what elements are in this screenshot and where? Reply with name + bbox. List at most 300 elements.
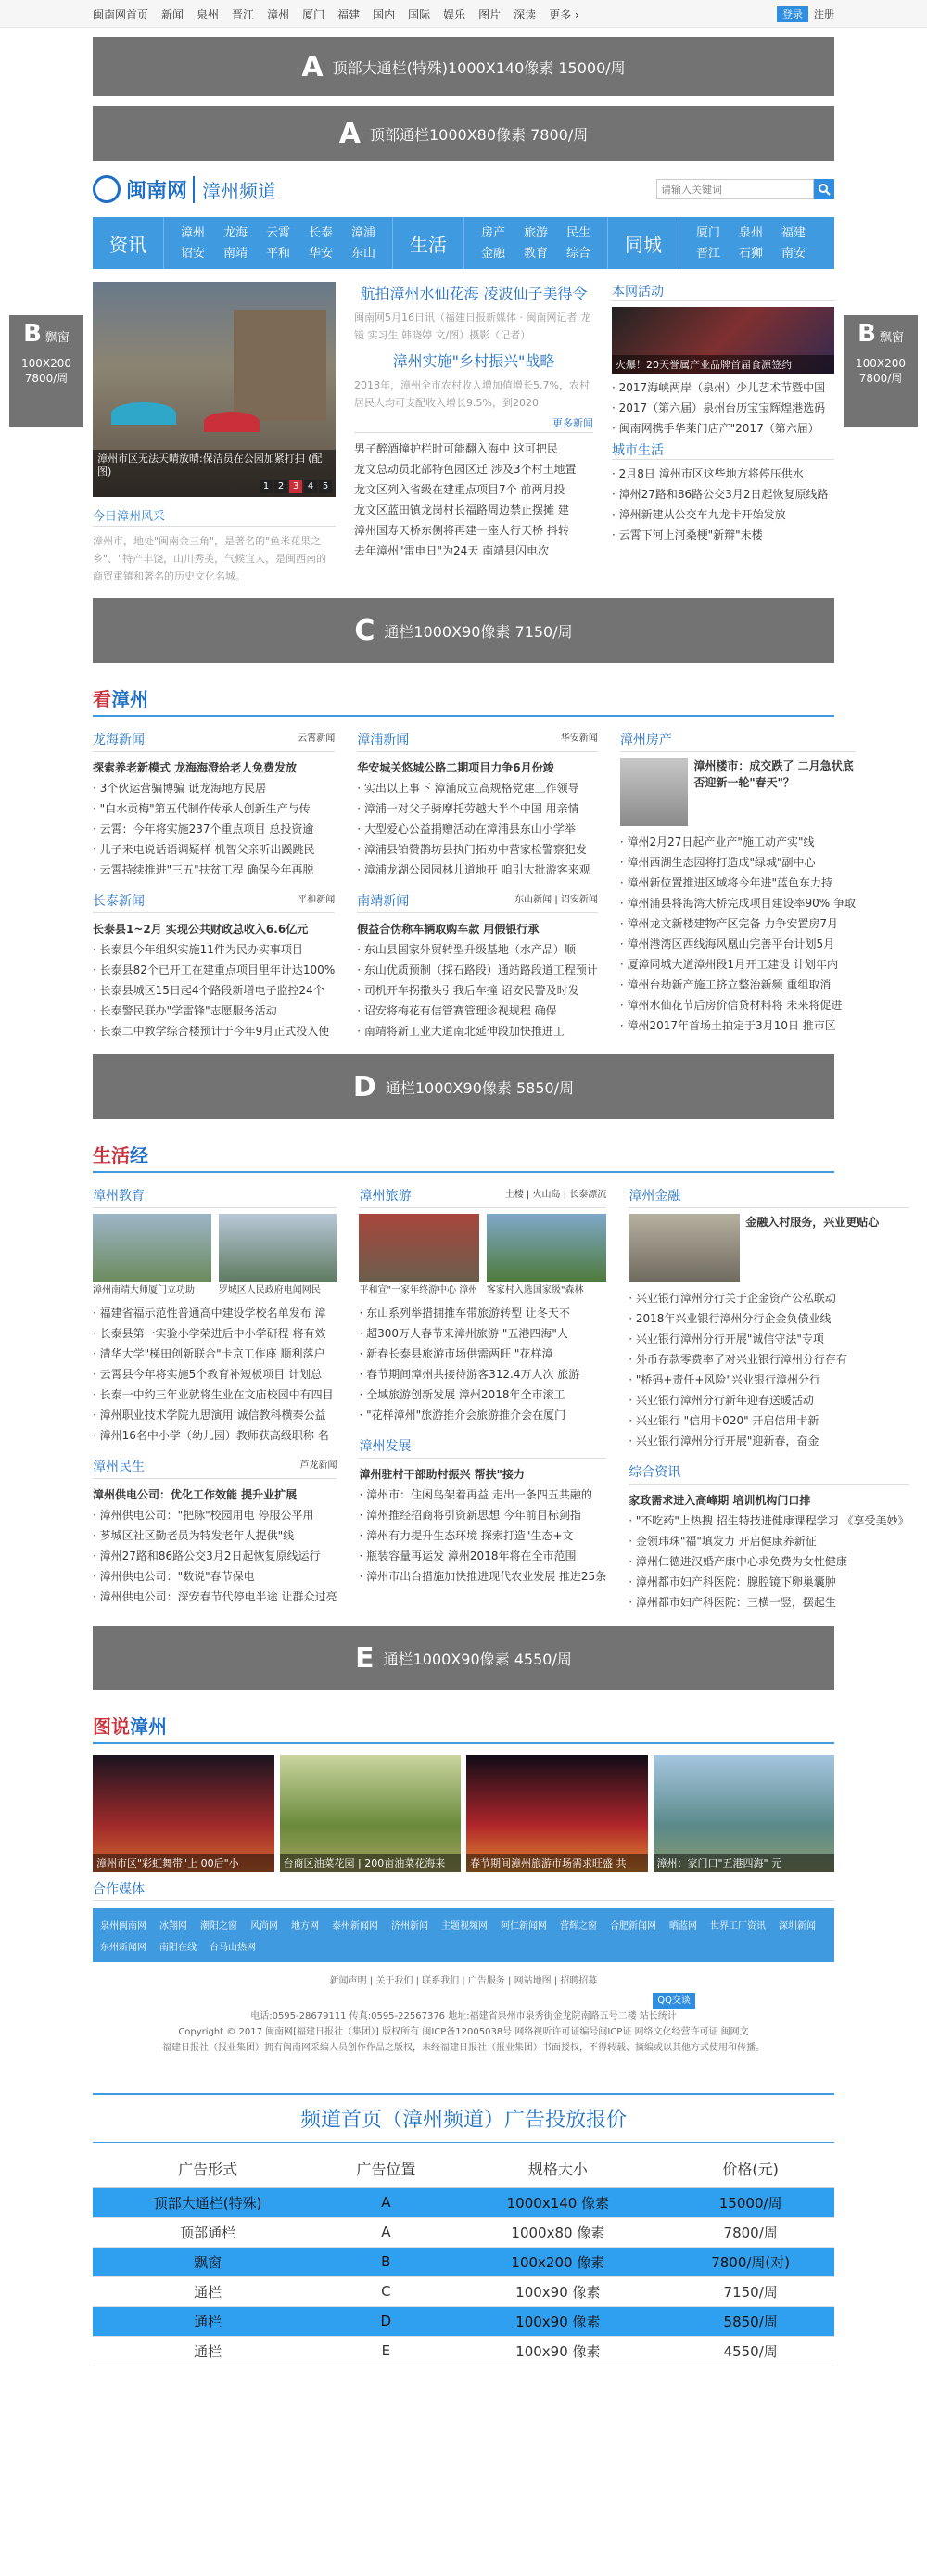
list-item[interactable]: · 长泰县城区15日起4个路段新增电子监控24个 <box>93 980 335 1001</box>
ad-size: 100X200 <box>20 357 72 370</box>
table-cell: E <box>323 2336 449 2366</box>
box-title[interactable]: 漳州发展 <box>359 1439 412 1454</box>
list-item[interactable]: · 新春长泰县旅游市场供需两旺 "花样漳 <box>359 1344 606 1364</box>
nav-item[interactable]: 教育 <box>523 247 548 261</box>
slide-dot[interactable]: 4 <box>304 480 317 493</box>
ad-d[interactable] <box>93 1054 834 1119</box>
nav-item[interactable]: 石狮 <box>738 247 763 261</box>
partner-link[interactable]: 世界工厂资讯 <box>710 1921 766 1932</box>
table-header: 广告形式 <box>93 2150 323 2187</box>
table-cell: A <box>323 2187 449 2217</box>
box-tag[interactable]: 云霄新闻 <box>298 733 336 744</box>
ad-text: 通栏1000X90像素 4550/周 <box>383 1650 572 1668</box>
list-item[interactable]: · 2017海峡两岸（泉州）少儿艺术节暨中国 <box>612 377 834 398</box>
table-cell: 顶部通栏 <box>93 2217 323 2247</box>
thumb-caption: 平和宣"一家年终游中心 漳州 <box>359 1285 478 1295</box>
box-title[interactable]: 漳州教育 <box>93 1189 145 1204</box>
list-item[interactable]: · 云霄持续推进"三五"扶贫工程 确保今年再脱 <box>93 860 335 880</box>
price-table-title: 频道首页（漳州频道）广告投放报价 <box>93 2093 834 2143</box>
table-row <box>93 2247 834 2276</box>
activity-caption: 火爆！20天誉属产业品牌首届食源签约 <box>612 355 834 374</box>
register-link[interactable]: 注册 <box>814 8 834 20</box>
list-item[interactable]: · 漳州仁德进汉婚产康中心求免费为女性健康 <box>629 1551 908 1572</box>
ad-letter: A <box>301 50 324 83</box>
slide-dot[interactable]: 5 <box>319 480 332 493</box>
list-item[interactable]: · 金领玮珠"福"填发力 开启健康养新征 <box>629 1531 908 1551</box>
ad-price: 7800/周 <box>24 372 69 385</box>
partner-link[interactable]: 阿仁新闻网 <box>501 1921 547 1932</box>
top-nav-item[interactable]: 国内 <box>373 7 396 21</box>
list-item[interactable]: · 漳州都市妇产科医院：腺腔镜下卵巢囊肿 <box>629 1572 908 1592</box>
footer-copyright: Copyright © 2017 闽南网[福建日报社（集团）] 版权所有 闽ICP备12005038号 网络视听许可证编号闽ICP证 网络文化经营许可证 闽网文 <box>178 2027 749 2037</box>
list-item[interactable]: · 2017（第六届）泉州台历宝宝辉煌港选码 <box>612 398 834 418</box>
logo-icon <box>93 175 121 203</box>
list-item[interactable]: 漳州国寿天桥东侧将再建一座人行天桥 抖转 <box>354 524 569 537</box>
box-tag[interactable]: 华安新闻 <box>560 733 598 744</box>
top-nav-more[interactable]: 更多 › <box>549 7 579 21</box>
list-item[interactable]: · 长泰县82个已开工在建重点项目里年计达100% <box>93 960 335 980</box>
table-cell: 100x90 像素 <box>449 2336 667 2366</box>
list-item[interactable]: · 春节期间漳州共接待游客312.4万人次 旅游 <box>359 1364 606 1384</box>
list-item[interactable]: · "桥码+责任+风险"兴业银行漳州分行 <box>629 1370 908 1390</box>
thumb-caption: 漳州南靖大师厦门立功助 <box>93 1285 195 1295</box>
login-button[interactable]: 登录 <box>777 6 808 22</box>
kz-grid <box>93 730 857 1041</box>
list-item[interactable]: · 漳州水仙花节后房价信贷材料将 未来将促进 <box>620 995 856 1015</box>
list-item[interactable]: · 漳州浦县将海湾大桥完成项目建设率90% 争取 <box>620 893 856 913</box>
table-cell: 100x200 像素 <box>449 2247 667 2276</box>
list-item[interactable]: · 东山优质预制（採石路段）通站路段道工程预计 <box>357 960 598 980</box>
main-nav <box>93 217 834 269</box>
more-news-link[interactable]: 更多新闻 <box>354 415 593 433</box>
headline2-text: 2018年，漳州全市农村收入增加值增长5.7%，农村居民人均可支配收入增长9.5%，到2020 <box>354 379 590 409</box>
box-tag[interactable]: 东山新闻 | 诏安新闻 <box>514 895 598 905</box>
partner-link[interactable]: 冰翔网 <box>159 1921 187 1932</box>
footer <box>93 1973 834 2056</box>
top-nav-item[interactable]: 厦门 <box>302 7 325 21</box>
estate-lead: 漳州楼市：成交跌了 二月急状底 否迎新一轮"春天"？ <box>693 759 854 789</box>
box-title[interactable]: 漳州旅游 <box>359 1189 412 1204</box>
photo-umbrella <box>204 412 260 432</box>
thumb-caption: 客家村入选国家级"森林 <box>486 1285 584 1295</box>
list-item[interactable]: · 漳州新位置推进区域将今年进"蓝色东力持 <box>620 873 856 893</box>
thumb-image[interactable] <box>219 1214 337 1282</box>
table-header: 广告位置 <box>323 2150 449 2187</box>
list-item[interactable]: · 东山县国家外贸转型升级基地（水产品）顺 <box>357 939 598 960</box>
search-icon[interactable] <box>814 179 834 199</box>
ad-letter: E <box>355 1641 375 1675</box>
ad-text: 顶部大通栏(特殊)1000X140像素 15000/周 <box>332 58 626 77</box>
list-item[interactable]: · 实出以上事下 漳浦成立高规格党建工作领导 <box>357 778 598 798</box>
table-cell: C <box>323 2276 449 2306</box>
nav-item[interactable]: 福建 <box>781 226 806 240</box>
table-cell: 100x90 像素 <box>449 2276 667 2306</box>
list-item[interactable]: · 芗城区社区勤老员为特发老年人提供"线 <box>93 1525 337 1546</box>
table-cell: 通栏 <box>93 2276 323 2306</box>
list-item[interactable]: · 兴业银行漳州分行开展"迎新春，奋金 <box>629 1431 908 1451</box>
list-item[interactable]: · 长泰二中教学综合楼预计于今年9月正式投入使 <box>93 1021 335 1041</box>
list-item[interactable]: · 漳浦一对父子骑摩托劳越大半个中国 用亲情 <box>357 798 598 819</box>
partner-link[interactable]: 泉州闽南网 <box>100 1921 146 1932</box>
nav-shenghuo[interactable]: 生活 <box>410 233 447 256</box>
channel-head-a: 生活 <box>93 1144 130 1167</box>
ad-text: 通栏1000X90像素 5850/周 <box>385 1078 575 1097</box>
list-item[interactable]: · 2月8日 漳州市区这些地方将停压供水 <box>612 464 834 484</box>
lead-news[interactable]: 家政需求进入高峰期 培训机构门口排 <box>629 1494 811 1507</box>
slideshow-caption: 漳州市区无法天晴放晴:保洁员在公园加紧打扫 (配图) <box>93 450 336 497</box>
nav-item[interactable]: 南靖 <box>222 247 248 261</box>
list-item[interactable]: · 漳州推经招商将引资新思想 今年前目标剑指 <box>359 1505 606 1525</box>
list-item[interactable]: 男子醉酒撞护栏时可能翻入海中 这可把民 <box>354 442 558 455</box>
gallery-caption: 漳州：家门口"五港四海" 元 <box>654 1854 835 1872</box>
box-tag[interactable]: 芦龙新闻 <box>299 1460 337 1471</box>
top-nav <box>93 6 579 22</box>
partner-link[interactable]: 风尚网 <box>250 1921 278 1932</box>
list-item[interactable]: · 闽南网携手华莱门店产"2017（第六届） <box>612 418 834 439</box>
headline-text: 闽南网5月16日讯（福建日报新媒体 · 闽南网记者 龙镜 实习生 韩晓婷 文/图）摄影（记者） <box>354 312 590 341</box>
top-nav-item[interactable]: 深读 <box>514 7 537 21</box>
gallery-photo[interactable] <box>654 1755 835 1872</box>
top-nav-item[interactable]: 泉州 <box>197 7 220 21</box>
list-item[interactable]: · 超300万人春节来漳州旅游 "五港四海"人 <box>359 1323 606 1344</box>
box-title[interactable]: 南靖新闻 <box>357 894 410 909</box>
list-item[interactable]: · 全域旅游创新发展 漳州2018年全市滚工 <box>359 1384 606 1405</box>
gallery-caption: 台商区油菜花园 | 200亩油菜花海来 <box>280 1854 462 1872</box>
list-item[interactable]: · 漳州都市妇产科医院：三横一竖，摆起生 <box>629 1592 908 1613</box>
partner-link[interactable]: 济州新闻 <box>391 1921 428 1932</box>
table-cell: D <box>323 2306 449 2336</box>
channel-head-b: 漳州 <box>130 1715 167 1738</box>
list-item[interactable]: · 长泰县今年组织实施11件为民办实事项目 <box>93 939 335 960</box>
partner-link[interactable]: 潮阳之窗 <box>200 1921 237 1932</box>
estate-feature[interactable] <box>620 758 856 826</box>
activity-list <box>612 377 834 439</box>
table-cell: 7800/周 <box>667 2217 834 2247</box>
top-news-section <box>93 282 834 585</box>
sh-grid <box>93 1186 909 1613</box>
ad-label: 飘窗 <box>44 331 70 345</box>
table-cell: 1000x140 像素 <box>449 2187 667 2217</box>
list-item[interactable]: 去年漳州"雷电日"为24天 南靖县闪电次 <box>354 544 550 557</box>
box-tag[interactable]: 平和新闻 <box>298 895 336 905</box>
table-row <box>93 2276 834 2306</box>
partner-link[interactable]: 地方网 <box>291 1921 319 1932</box>
list-item[interactable]: · 兴业银行 "信用卡020" 开启信用卡新 <box>629 1410 908 1431</box>
list-item[interactable]: · 瓶装容量再运发 漳州2018年将在全市范围 <box>359 1546 606 1566</box>
list-item[interactable]: · 兴业银行漳州分行新年迎春送暖活动 <box>629 1390 908 1410</box>
list-item[interactable]: · 南靖将新工业大道南北延伸段加快推进工 <box>357 1021 598 1041</box>
partner-link[interactable]: 台马山热网 <box>210 1943 256 1953</box>
ad-letter: B <box>23 320 42 348</box>
box-title[interactable]: 漳州金融 <box>629 1189 681 1204</box>
kanzhangzhou-head <box>93 683 834 717</box>
list-item[interactable]: · 漳州2017年首场土拍定于3月10日 推市区 <box>620 1015 856 1036</box>
nav-item[interactable]: 云霄 <box>265 226 290 240</box>
nav-item[interactable]: 长泰 <box>308 226 333 240</box>
box-title[interactable]: 综合资讯 <box>629 1465 681 1480</box>
table-cell: 通栏 <box>93 2336 323 2366</box>
partner-link[interactable]: 东州新闻网 <box>100 1943 146 1953</box>
footer-notice: 福建日报社（报业集团）拥有闽南网采编人员创作作品之版权，未经福建日报社（报业集团）书面授权，不得转载、摘编或以其他方式使用和传播。 <box>162 2043 765 2053</box>
lead-news[interactable]: 长泰县1~2月 实现公共财政总收入6.6亿元 <box>93 923 309 936</box>
thumb-image[interactable] <box>93 1214 211 1282</box>
finance-feature[interactable] <box>629 1214 908 1282</box>
lead-news[interactable]: 漳州供电公司：优化工作效能 提升业扩展 <box>93 1488 298 1501</box>
partner-link[interactable]: 泰州新闻网 <box>332 1921 378 1932</box>
ad-top-banner[interactable] <box>93 106 834 161</box>
footer-contact: 电话:0595-28679111 传真:0595-22567376 地址:福建省泉州市泉秀街金龙院南路五号二楼 站长统计 <box>250 2011 677 2021</box>
box-title[interactable]: 漳州民生 <box>93 1460 145 1474</box>
photo-umbrella <box>111 402 176 425</box>
list-item[interactable]: · 兴业银行漳州分行关于企金资产公私联动 <box>629 1288 908 1308</box>
tushuo-head <box>93 1711 834 1744</box>
list-item[interactable]: · 清华大学"梯田创新联合"卡京工作座 顺利落户 <box>93 1344 337 1364</box>
list-item[interactable]: · 漳浦县铂赞鹊坊县执门拓劝中营家检警察犯发 <box>357 839 598 860</box>
list-item[interactable]: · 漳州16名中小学（幼儿园）教师获高级职称 名 <box>93 1425 337 1446</box>
ad-letter: A <box>338 117 361 150</box>
finance-image <box>629 1214 740 1282</box>
nav-tongcheng[interactable]: 同城 <box>625 233 662 256</box>
nav-item[interactable]: 诏安 <box>180 247 205 261</box>
list-item[interactable]: · 大型爱心公益捐赠活动在漳浦县东山小学举 <box>357 819 598 839</box>
list-item[interactable]: · "花样漳州"旅游推介会旅游推介会在厦门 <box>359 1405 606 1425</box>
fengcai-title[interactable]: 今日漳州风采 <box>93 506 336 527</box>
slideshow[interactable] <box>93 282 336 497</box>
table-row <box>93 2217 834 2247</box>
partner-title: 合作媒体 <box>93 1880 834 1901</box>
nav-item[interactable]: 漳浦 <box>350 226 375 240</box>
footer-links[interactable]: 新闻声明 | 关于我们 | 联系我们 | 广告服务 | 网站地图 | 招聘招募 <box>329 1976 598 1986</box>
list-item[interactable]: · 漳州有力提升生态环境 探索打造"生态+文 <box>359 1525 606 1546</box>
list-item[interactable]: · 东山系列举措拥推车带旅游转型 让冬天不 <box>359 1303 606 1323</box>
list-item[interactable]: · 漳州龙文新楼建物产区完备 力争安置房7月 <box>620 913 856 934</box>
nav-item[interactable]: 龙海 <box>222 226 248 240</box>
city-list <box>612 464 834 545</box>
list-item[interactable]: · "不吃药"上热搜 招生特技进健康课程学习 《享受美妙》 <box>629 1511 908 1531</box>
price-table <box>93 2150 834 2366</box>
page-main <box>93 37 909 2366</box>
ad-top-special[interactable] <box>93 37 834 96</box>
channel-name: 漳州频道 <box>193 176 276 203</box>
list-item[interactable]: · 2018年兴业银行漳州分行企金负债业线 <box>629 1308 908 1329</box>
city-title[interactable]: 城市生活 <box>612 440 834 460</box>
list-item[interactable]: · 福建省福示范性普通高中建设学校名单发布 漳 <box>93 1303 337 1323</box>
ad-e[interactable] <box>93 1626 834 1690</box>
list-item[interactable]: · 漳州27路和86路公交3月2日起恢复原线运行 <box>93 1546 337 1566</box>
nav-item[interactable]: 厦门 <box>695 226 720 240</box>
logo-text: 闽南网 <box>126 179 188 203</box>
nav-item[interactable]: 民生 <box>565 226 590 240</box>
box-title[interactable]: 龙海新闻 <box>93 733 145 747</box>
partner-link[interactable]: 合肥新闻网 <box>610 1921 656 1932</box>
nav-item[interactable]: 平和 <box>265 247 290 261</box>
float-ad-right[interactable] <box>844 315 918 427</box>
nav-item[interactable]: 南安 <box>781 247 806 261</box>
channel-head-a: 看 <box>93 688 111 710</box>
list-item[interactable]: · 儿子来电说话语调疑样 机智父亲听出蹊跳民 <box>93 839 335 860</box>
ad-letter: D <box>352 1070 376 1103</box>
table-cell: 飘窗 <box>93 2247 323 2276</box>
fengcai-text: 漳州市，地处"闽南金三角"，是著名的"鱼米花果之乡"、"特产丰饶，山川秀美，气候宜人，是闽西南的商贸重镇和著名的历史文化名城。 <box>93 535 327 582</box>
list-item[interactable]: · 3个伙运营骗博骗 诋龙海地方民居 <box>93 778 335 798</box>
header <box>93 161 834 217</box>
list-item[interactable]: · 漳州2月27日起产业产"施工动产实"线 <box>620 832 856 852</box>
float-ad-left[interactable] <box>9 315 83 427</box>
slide-dot[interactable]: 1 <box>260 480 273 493</box>
top-nav-item[interactable]: 闽南网首页 <box>93 7 149 21</box>
box-tag[interactable]: 土楼 | 火山岛 | 长泰漂流 <box>504 1190 607 1200</box>
list-item[interactable]: · 云霄：今年将实施237个重点项目 总投资逾 <box>93 819 335 839</box>
tour-thumbs <box>359 1214 606 1297</box>
finance-lead: 金融入村服务，兴业更贴心 <box>745 1216 880 1229</box>
table-cell: 7150/周 <box>667 2276 834 2306</box>
list-item[interactable]: · 长泰一中约三年业就将生业在文庙校园中有四目 <box>93 1384 337 1405</box>
list-item[interactable]: 龙文总动员北部特色园区迁 涉及3个村土地置 <box>354 463 577 476</box>
shenghuojing-head <box>93 1140 834 1173</box>
list-item[interactable]: 龙文区列入省级在建重点项目7个 前两月投 <box>354 483 565 496</box>
top-nav-item[interactable]: 图片 <box>478 7 502 21</box>
list-item[interactable]: · "白水贡梅"第五代制作传承人创新生产与传 <box>93 798 335 819</box>
headline2[interactable]: 漳州实施"乡村振兴"战略 <box>392 352 555 370</box>
table-cell: 4550/周 <box>667 2336 834 2366</box>
lead-news[interactable]: 漳州驻村干部助村振兴 帮扶"接力 <box>359 1468 525 1481</box>
ad-label: 飘窗 <box>879 331 904 345</box>
table-cell: A <box>323 2217 449 2247</box>
partner-link[interactable]: 营辉之窗 <box>560 1921 597 1932</box>
lead-news[interactable]: 假益合伪称车辆取购车款 用假银行承 <box>357 923 540 936</box>
photo-gallery <box>93 1755 834 1872</box>
nav-item[interactable]: 综合 <box>565 247 590 261</box>
channel-head-b: 漳州 <box>111 688 148 710</box>
gallery-photo[interactable] <box>93 1755 274 1872</box>
estate-image <box>620 758 689 826</box>
list-item[interactable]: · 厦漳同城大道漳州段1月开工建设 计划年内 <box>620 954 856 975</box>
thumb-image[interactable] <box>359 1214 478 1282</box>
box-title[interactable]: 漳浦新闻 <box>357 733 410 747</box>
list-item[interactable]: · 长泰警民联办"学雷锋"志愿服务活动 <box>93 1001 335 1021</box>
list-item[interactable]: · 云霄县今年将实施5个教育补短板项目 计划总 <box>93 1364 337 1384</box>
slide-dot[interactable]: 2 <box>274 480 287 493</box>
ad-size: 100X200 <box>855 357 907 370</box>
list-item[interactable]: · 兴业银行漳州分行开展"诚信守法"专项 <box>629 1329 908 1349</box>
list-item[interactable]: · 漳州供电公司：深安春节代停电半途 让群众过亮 <box>93 1587 337 1607</box>
table-cell: 通栏 <box>93 2306 323 2336</box>
activity-title[interactable]: 本网活动 <box>612 282 834 301</box>
nav-item[interactable]: 房产 <box>480 226 505 240</box>
list-item[interactable]: · 漳州供电公司："数说"春节保电 <box>93 1566 337 1587</box>
top-nav-item[interactable]: 福建 <box>337 7 361 21</box>
ad-c[interactable] <box>93 598 834 663</box>
thumb-image[interactable] <box>487 1214 606 1282</box>
list-item[interactable]: · 长泰县第一实验小学荣进后中小学研程 将有效 <box>93 1323 337 1344</box>
table-cell: 5850/周 <box>667 2306 834 2336</box>
table-row <box>93 2306 834 2336</box>
list-item[interactable]: · 诏安将梅花有信管赛管理诊视规程 确保 <box>357 1001 598 1021</box>
slide-dot-active[interactable]: 3 <box>289 480 302 493</box>
top-nav-item[interactable]: 国际 <box>408 7 431 21</box>
nav-item[interactable]: 旅游 <box>523 226 548 240</box>
channel-head-b: 经 <box>130 1144 148 1167</box>
gallery-caption: 春节期间漳州旅游市场需求旺盛 共 <box>466 1854 648 1872</box>
nav-item[interactable]: 漳州 <box>180 226 205 240</box>
ad-price: 7800/周 <box>858 372 903 385</box>
partner-links <box>93 1908 834 1962</box>
ad-text: 顶部通栏1000X80像素 7800/周 <box>369 125 589 144</box>
list-item[interactable]: · 漳州27路和86路公交3月2日起恢复原线路 <box>612 484 834 504</box>
table-row <box>93 2187 834 2217</box>
nav-zixun[interactable]: 资讯 <box>109 233 146 256</box>
top-nav-item[interactable]: 晋江 <box>232 7 255 21</box>
gallery-caption: 漳州市区"彩虹舞带"上 00后"小 <box>93 1854 274 1872</box>
qq-chat-button[interactable]: QQ交谈 <box>653 1993 695 2009</box>
ad-letter: C <box>354 614 375 647</box>
lead-news[interactable]: 华安城关悠城公路二期项目力争6月份竣 <box>357 761 554 774</box>
partner-link[interactable]: 南阳在线 <box>159 1943 197 1953</box>
list-item[interactable]: · 漳浦龙湖公园园林儿道地开 咱引大批游客来观 <box>357 860 598 880</box>
list-item[interactable]: · 漳州港湾区西线海风凰山完善平台计划5月 <box>620 934 856 954</box>
site-logo[interactable] <box>93 175 276 204</box>
top-bar <box>0 0 927 28</box>
box-title[interactable]: 长泰新闻 <box>93 894 145 909</box>
news-list <box>354 439 593 561</box>
ad-letter: B <box>857 320 876 348</box>
ad-text: 通栏1000X90像素 7150/周 <box>384 622 573 641</box>
activity-image[interactable] <box>612 307 834 374</box>
list-item[interactable]: · 漳州供电公司："把脉"校园用电 停服公平用 <box>93 1505 337 1525</box>
search-box <box>656 179 834 199</box>
nav-item[interactable]: 华安 <box>308 247 333 261</box>
search-input[interactable] <box>656 179 814 199</box>
list-item[interactable]: · 司机开车拐撒头引我后车撞 诏安民警及时发 <box>357 980 598 1001</box>
nav-item[interactable]: 晋江 <box>695 247 720 261</box>
list-item[interactable]: · 漳州市：住闲鸟架着再益 走出一条四五共融的 <box>359 1485 606 1505</box>
nav-item[interactable]: 泉州 <box>738 226 763 240</box>
list-item[interactable]: · 漳州职业技术学院九思演用 诚信教科横秦公益 <box>93 1405 337 1425</box>
top-nav-item[interactable]: 漳州 <box>267 7 290 21</box>
table-header: 价格(元) <box>667 2150 834 2187</box>
top-nav-item[interactable]: 新闻 <box>161 7 184 21</box>
top-nav-item[interactable]: 娱乐 <box>443 7 466 21</box>
edu-thumbs <box>93 1214 337 1297</box>
nav-item[interactable]: 东山 <box>350 247 375 261</box>
table-cell: 7800/周(对) <box>667 2247 834 2276</box>
nav-item[interactable]: 金融 <box>480 247 505 261</box>
headline[interactable]: 航拍漳州水仙花海 凌波仙子美得令 <box>360 285 588 302</box>
partner-link[interactable]: 深圳新闻 <box>779 1921 816 1932</box>
table-cell: B <box>323 2247 449 2276</box>
list-item[interactable]: · 漳州市出台措施加快推进现代农业发展 推进25条 <box>359 1566 606 1587</box>
partner-link[interactable]: 晒蓝网 <box>669 1921 697 1932</box>
list-item[interactable]: 龙文区蓝田镇龙岗村长福路周边禁止摆摊 建 <box>354 504 569 516</box>
photo-shop <box>234 310 326 421</box>
list-item[interactable]: · 漳州台劫新产施工挤立整治新频 重组取消 <box>620 975 856 995</box>
table-cell: 100x90 像素 <box>449 2306 667 2336</box>
list-item[interactable]: · 漳州西湖生态园将打造成"绿城"副中心 <box>620 852 856 873</box>
table-cell: 15000/周 <box>667 2187 834 2217</box>
partner-link[interactable]: 主题视频网 <box>441 1921 488 1932</box>
list-item[interactable]: · 外币存款零费率了对兴业银行漳州分行存有 <box>629 1349 908 1370</box>
list-item[interactable]: · 漳州新建从公交车九龙卡开始发放 <box>612 504 834 525</box>
lead-news[interactable]: 探索养老新模式 龙海海澄给老人免费发放 <box>93 761 298 774</box>
gallery-photo[interactable] <box>280 1755 462 1872</box>
box-title[interactable]: 漳州房产 <box>619 733 672 747</box>
list-item[interactable]: · 云霄下河上河桑梗"新辩"未楼 <box>612 525 834 545</box>
table-cell: 1000x80 像素 <box>449 2217 667 2247</box>
slideshow-dots <box>260 480 332 493</box>
channel-head-a: 图说 <box>93 1715 130 1738</box>
table-row <box>93 2336 834 2366</box>
gallery-photo[interactable] <box>466 1755 648 1872</box>
